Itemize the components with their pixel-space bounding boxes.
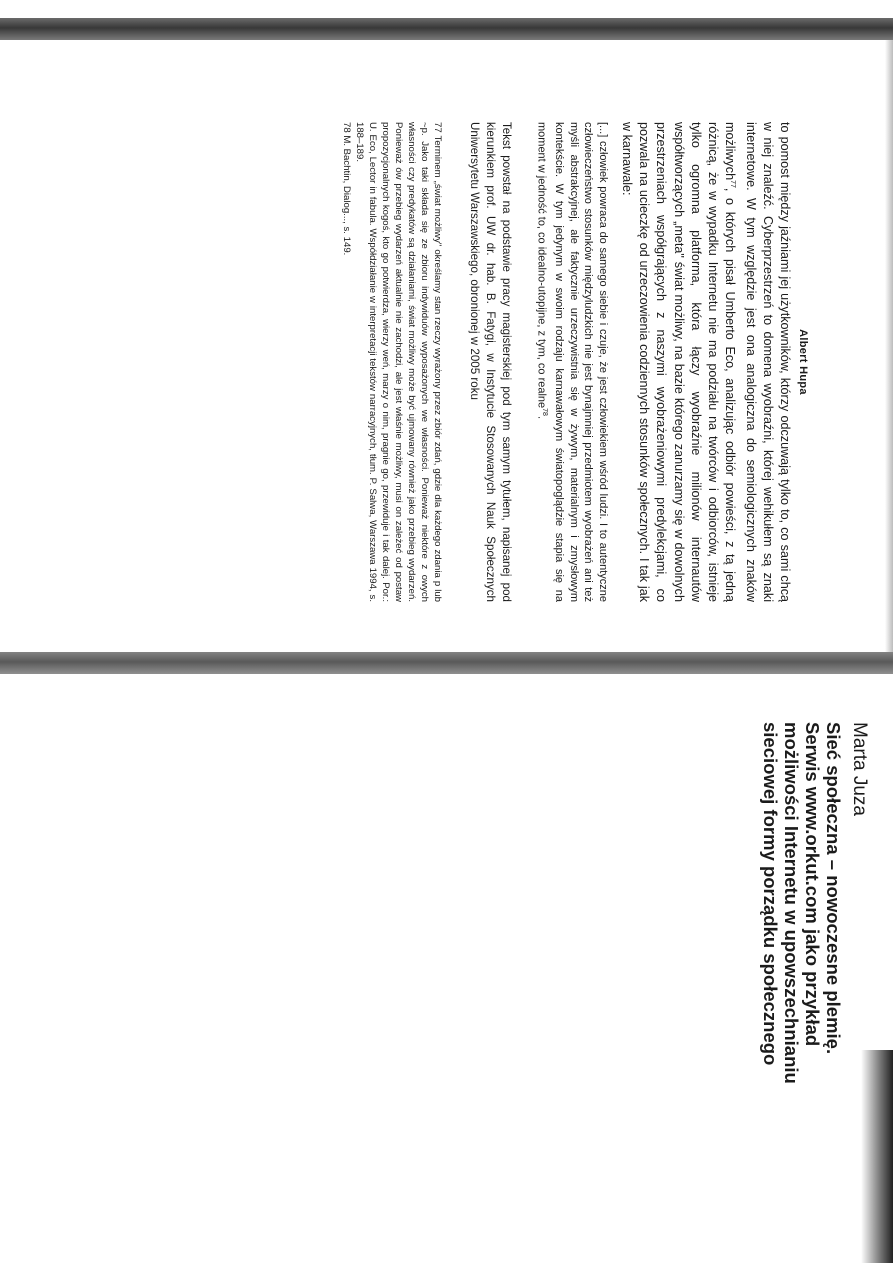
- footnotes: [340, 122, 444, 602]
- block-quote: [...] człowiek powraca do samego siebie i czuje, że jest człowiekiem wśród ludzi. I to autentyczne człowieczeństwo stosunków międzyludzkich nie jest bynajmniej przedmiotem wyobrażeń ani też myśli abstrakcyjnej, ale faktycznie urzeczywistnia się w żywym, materialnym i zmysłowym kontekście. W tym jedynym w swoim rodzaju karnawałowym światopoglądzie stapia się na moment w jedność to, co idealno-utopijne, z tym, co realne$^{78}$.: [535, 122, 609, 602]
- footnote-ref: 78: [541, 408, 549, 416]
- upper-page: [73, 92, 823, 632]
- scan-shadow-middle: [0, 652, 893, 674]
- footnote-78: 78 M. Bachtin, Dialog..., s. 149.: [341, 122, 353, 256]
- source-note: Tekst powstał na podstawie pracy magisterskiej pod tym samym tytułem, napisanej pod kierunkiem prof. UW dr. hab. B. Fatygi, w Instytucie Stosowanych Nauk Społecznych Uniwersytetu Warszawskiego, obronionej w 2005 roku: [468, 122, 514, 602]
- lower-page: [650, 722, 870, 1282]
- title-line: Serwis www.orkut.com jako przykład: [802, 722, 823, 1047]
- scan-shadow-top: [0, 18, 893, 40]
- title-line: Sieć społeczna – nowoczesne plemię.: [823, 722, 844, 1055]
- scan-edge-shadow-right: [885, 40, 893, 652]
- title-line: sieciowej formy porządku społecznego: [760, 722, 781, 1066]
- body-text: [340, 122, 793, 602]
- article-title: [760, 722, 844, 1282]
- paragraph: to pomost między jaźniami jej użytkowników, którzy odczuwają tylko to, co sami chcą w niej znaleźć. Cyberprzestrzeń to domena wyobraźni, której wehikułem są znaki internetowe. W tym względzie jest ona analogiczna do semiologicznych znaków możliwych$^{77}$, o których pisał Umberto Eco, analizując odbiór powieści, z tą jedną różnicą, że w wypadku Internetu nie ma podziału na twórców i odbiorców, istnieje tylko ogromna platforma, która łączy wyobraźnie milionów internautów współtworzących „meta" świat możliwy, na bazie którego zanurzamy się w dowolnych przestrzeniach współgrających z naszymi wyobrażeniowymi predylekcjami, co pozwala na ucieczkę od urzeczowienia codziennych stosunków społecznych. I tak jak w karnawale:: [619, 122, 792, 602]
- footnote-ref: 77: [729, 180, 737, 188]
- footnote-77: 77 Terminem „świat możliwy" określamy stan rzeczy wyrażony przez zbiór zdań, gdzie dla każdego zdania p lub ~p. Jako taki składa się ze zbioru indywiduów wyposażonych we własności. Ponieważ niektóre z owych własności czy predykatów są działaniami, świat możliwy może być ujmowany również jako przebieg wydarzeń. Ponieważ ów przebieg wydarzeń aktualnie nie zachodzi, ale jest właśnie możliwy, musi on zależeć od postaw propozycjonalnych kogoś, kto go potwierdza, wierzy weń, marzy o nim, pragnie go, przewiduje i tak dalej. Por.: U. Eco, Lector in fabula. Współdziałanie w interpretacji tekstów narracyjnych, tłum. P. Salwa, Warszawa 1994, s. 188–189.: [354, 122, 444, 602]
- running-head: Albert Hupa: [797, 329, 809, 395]
- title-line: możliwości Internetu w upowszechnianiu: [781, 722, 802, 1084]
- article-author: Marta Juza: [849, 722, 870, 816]
